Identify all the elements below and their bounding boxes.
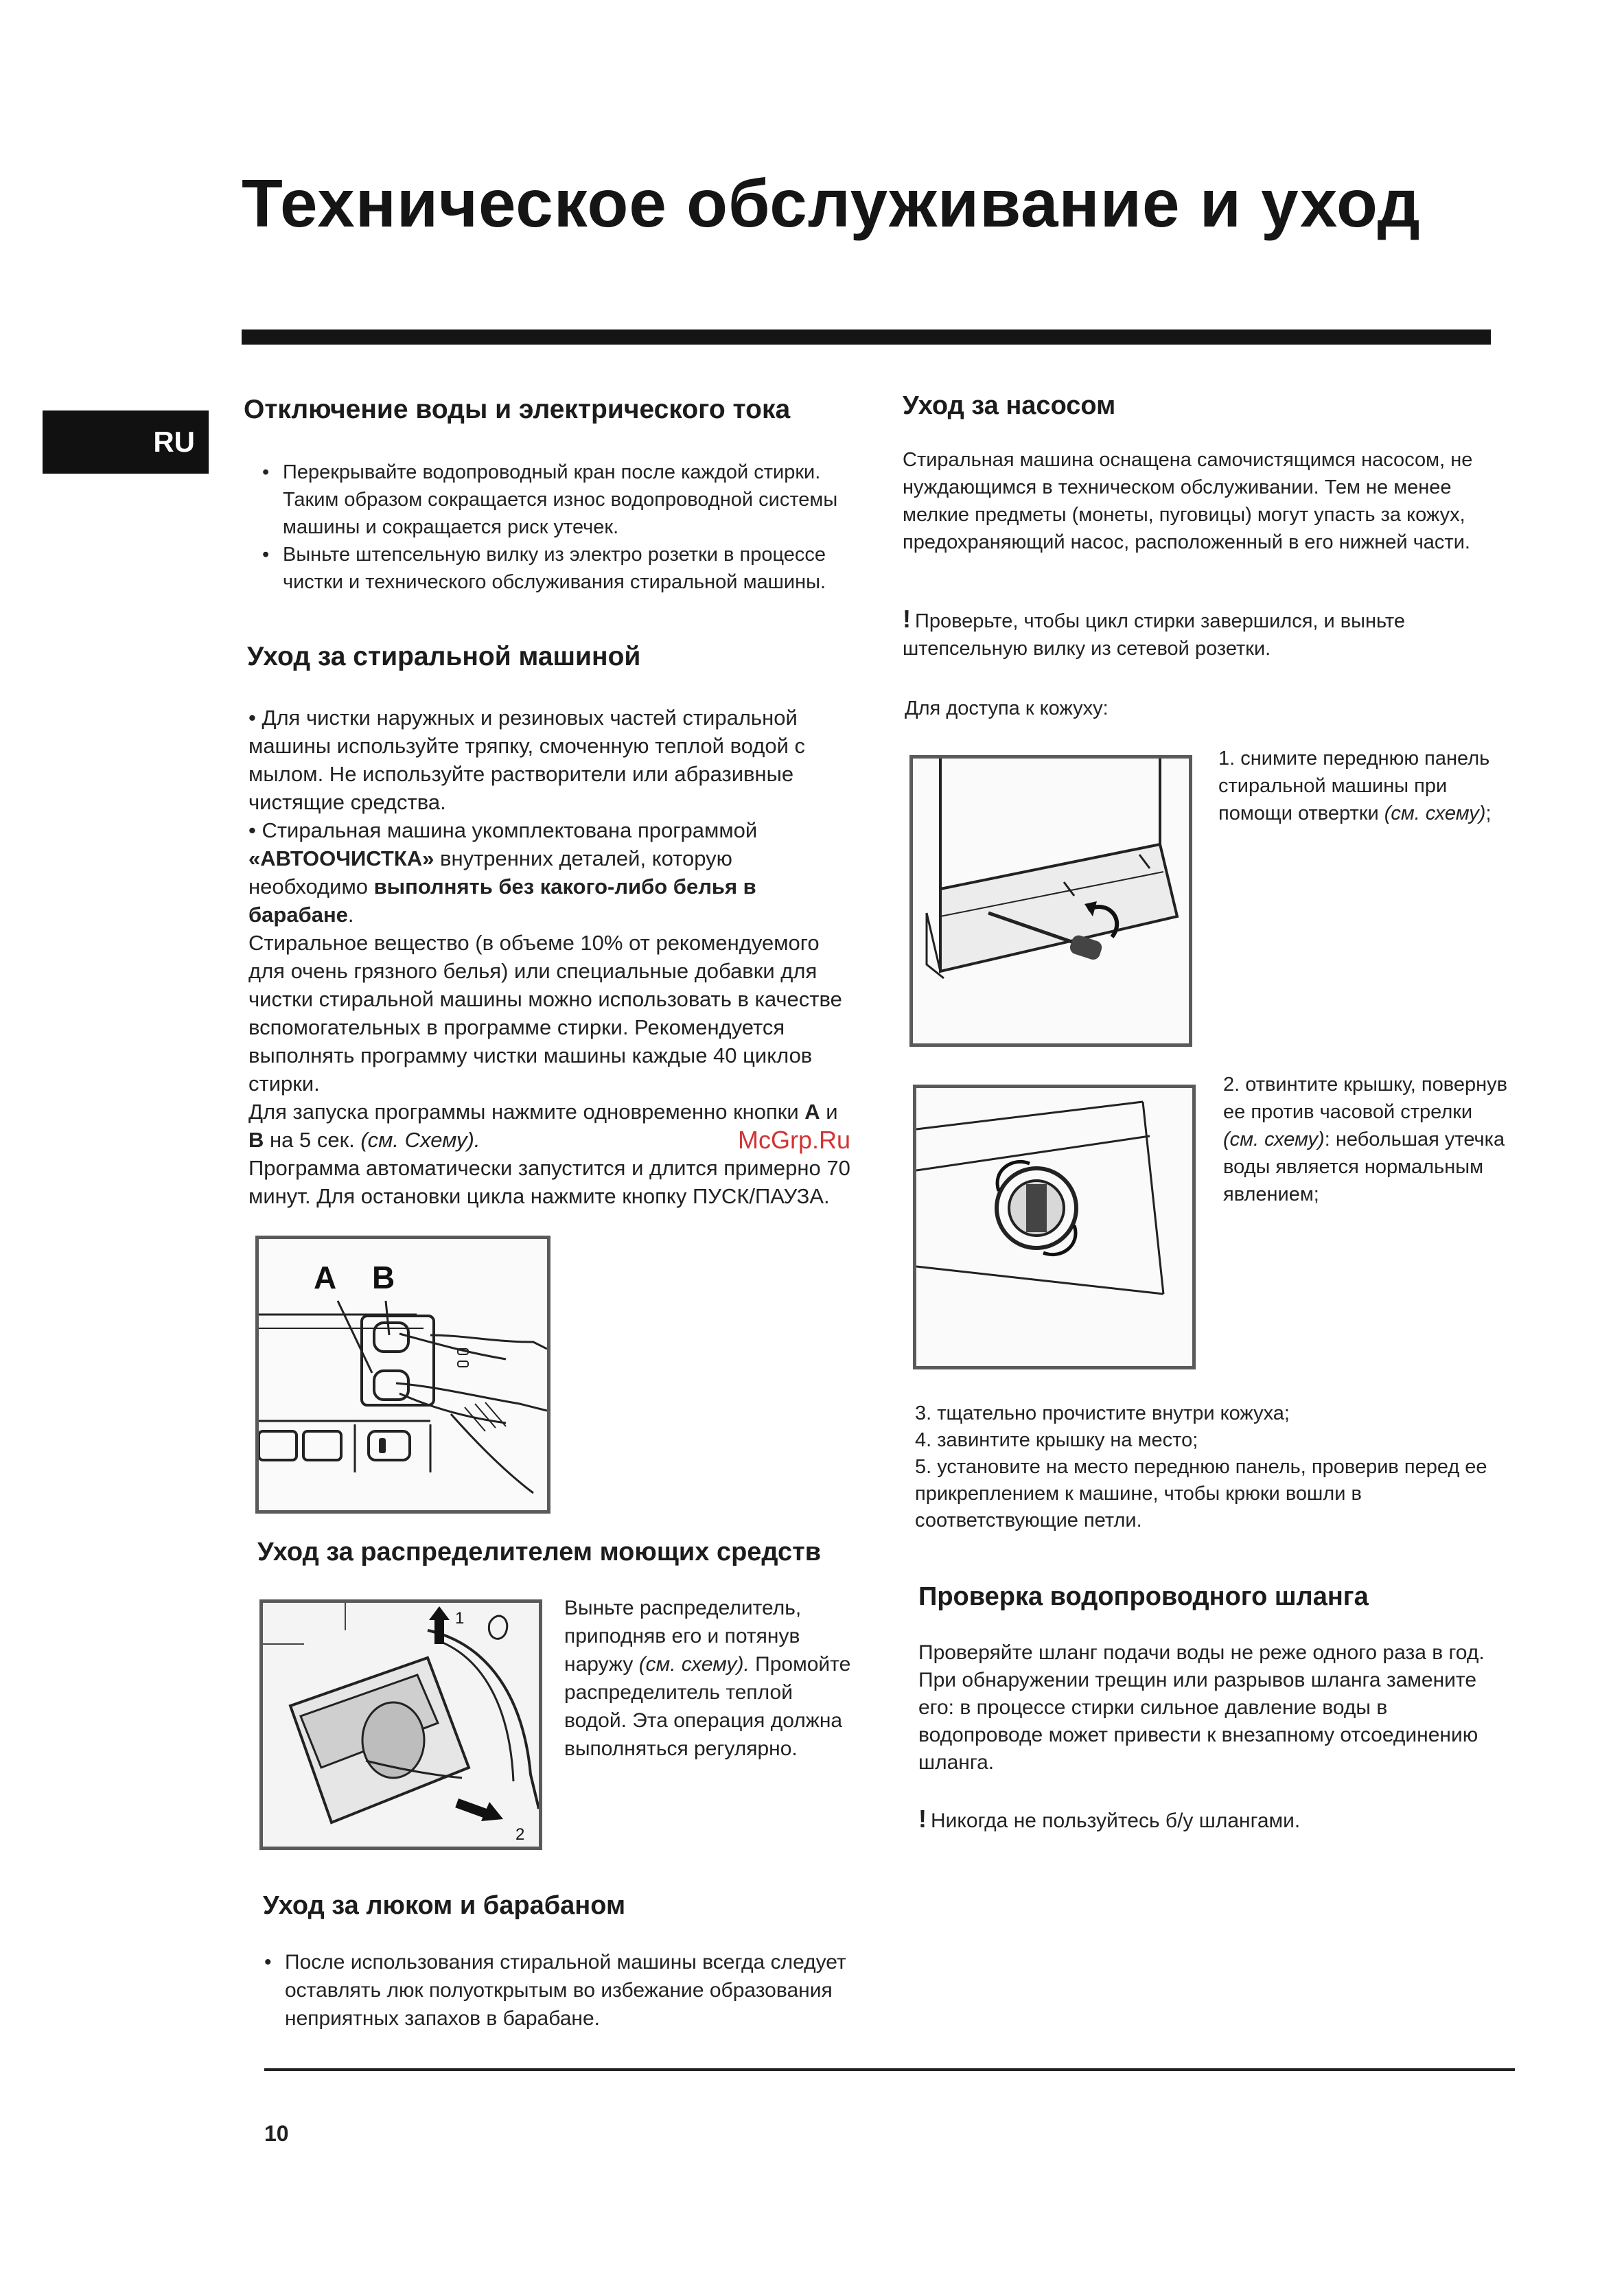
heading-machine-care: Уход за стиральной машиной	[247, 642, 641, 671]
heading-hose-check: Проверка водопроводного шланга	[918, 1582, 1369, 1611]
warning-icon: !	[918, 1805, 927, 1833]
pump-access: Для доступа к кожуху:	[905, 697, 1109, 719]
language-tab: RU	[43, 410, 209, 474]
list-item: • Перекрывайте водопроводный кран после каждой стирки. Таким образом сокращается износ водопроводной системы машины и сокращается риск утечек.	[262, 459, 852, 541]
door-drum-list	[264, 1948, 868, 2033]
figure-ab-buttons	[255, 1236, 550, 1514]
watermark: McGrp.Ru	[738, 1126, 851, 1154]
figure-unscrew-cap	[913, 1085, 1196, 1369]
paragraph: Стиральное вещество (в объеме 10% от рекомендуемого для очень грязного белья) или специальные добавки для чистки стиральной машины можно использовать в качестве вспомогательных в программе стирки. Рекомендуется выполнять программу чистки машины каждые 40 циклов стирки.	[248, 931, 842, 1096]
unscrew-cap-illustration	[916, 1088, 1192, 1366]
step-1-number: 1	[455, 1609, 465, 1628]
hose-text: Проверяйте шланг подачи воды не реже одного раза в год. При обнаружении трещин или разрывов шланга замените его: в процессе стирки сильное давление воды в водопроводе может привести к внезапному отсоединению шланга.	[918, 1641, 1485, 1774]
step-2-number: 2	[515, 1825, 525, 1844]
page-number: 10	[264, 2121, 289, 2146]
warning-icon: !	[903, 605, 911, 633]
heading-detergent-dispenser: Уход за распределителем моющих средств	[257, 1538, 822, 1566]
dispenser-illustration	[263, 1603, 539, 1847]
label-b: B	[372, 1260, 395, 1295]
header-rule	[242, 329, 1491, 345]
pump-warning: ! Проверьте, чтобы цикл стирки завершился, и выньте штепсельную вилку из сетевой розетки.	[903, 605, 1405, 660]
steps-3-5: 3. тщательно прочистите внутри кожуха; 4. завинтите крышку на место; 5. установите на место переднюю панель, проверив перед ее прикреплением к машине, чтобы крюки вошли в соответствующие петли.	[915, 1402, 1487, 1531]
list-item: • Выньте штепсельную вилку из электро розетки в процессе чистки и технического обслуживания стиральной машины.	[262, 541, 852, 596]
label-a: A	[314, 1260, 337, 1295]
figure-dispenser	[259, 1599, 542, 1850]
step-1-text: 1. снимите переднюю панель стиральной машины при помощи отвертки (см. схему);	[1218, 748, 1492, 824]
paragraph: Для запуска программы нажмите одновременно кнопки А и В на 5 сек. (см. Схему).	[248, 1100, 838, 1152]
heading-pump-care: Уход за насосом	[903, 391, 1116, 420]
page-title: Техническое обслуживание и уход	[242, 165, 1421, 241]
heading-door-drum: Уход за люком и барабаном	[263, 1891, 626, 1920]
figure-remove-panel	[909, 755, 1192, 1047]
list-item: • После использования стиральной машины всегда следует оставлять люк полуоткрытым во избежание образования неприятных запахов в барабане.	[264, 1948, 868, 2033]
heading-water-power-off: Отключение воды и электрического тока	[244, 395, 791, 424]
pump-text: Стиральная машина оснащена самочистящимся насосом, не нуждающимся в техническом обслуживании. Тем не менее мелкие предметы (монеты, пуговицы) могут упасть за кожух, предохраняющий насос, расположенный в его нижней части.	[903, 449, 1473, 553]
paragraph: • Стиральная машина укомплектована программой «АВТООЧИСТКА» внутренних деталей, которую необходимо выполнять без какого-либо белья в барабане.	[248, 818, 758, 927]
step-2-text: 2. отвинтите крышку, повернув ее против часовой стрелки (см. схему): небольшая утечка воды является нормальным явлением;	[1223, 1074, 1508, 1205]
ab-buttons-illustration	[259, 1239, 547, 1510]
remove-panel-illustration	[913, 759, 1189, 1043]
hose-warning: ! Никогда не пользуйтесь б/у шлангами.	[918, 1805, 1301, 1833]
dispenser-text: Выньте распределитель, приподняв его и потянув наружу (см. схему). Промойте распределитель теплой водой. Эта операция должна выполняться регулярно.	[564, 1597, 851, 1760]
paragraph: Программа автоматически запустится и длится примерно 70 минут. Для остановки цикла нажмите кнопку ПУСК/ПАУЗА.	[248, 1156, 850, 1208]
water-power-list	[262, 459, 852, 596]
footer-rule	[264, 2068, 1515, 2071]
paragraph: • Для чистки наружных и резиновых частей стиральной машины используйте тряпку, смоченную теплой водой с мылом. Не используйте растворители или абразивные чистящие средства.	[248, 706, 806, 814]
